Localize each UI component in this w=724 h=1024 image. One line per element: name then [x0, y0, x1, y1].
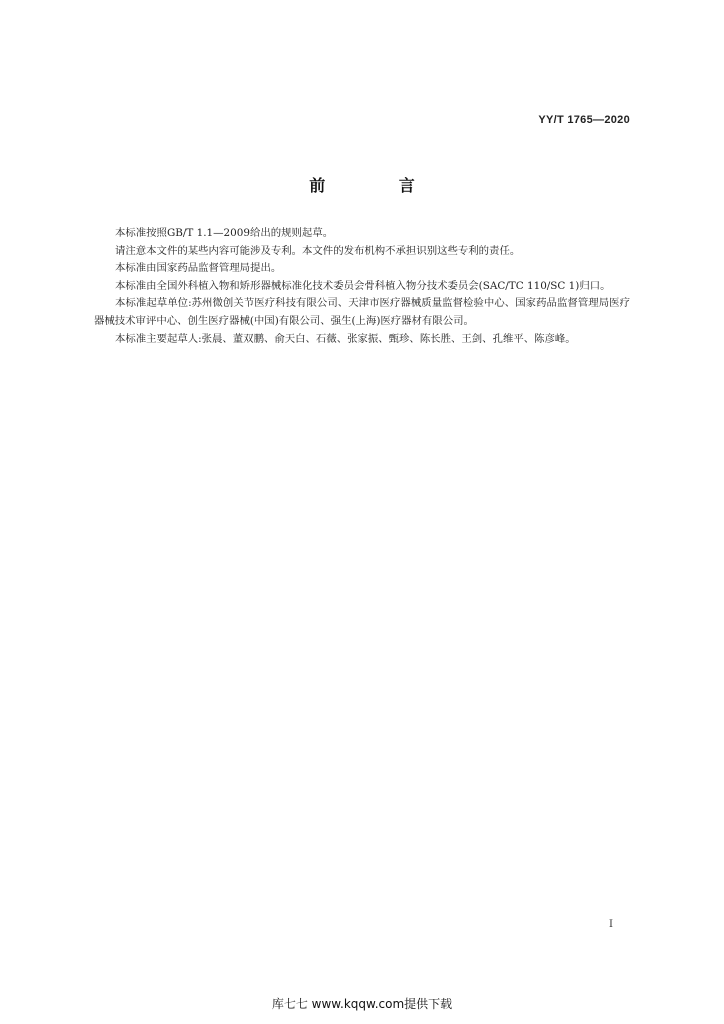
paragraph-drafting-rules: 本标准按照GB/T 1.1—2009给出的规则起草。 [115, 227, 334, 239]
paragraph-proposer: 本标准由国家药品监督管理局提出。 [115, 262, 282, 275]
paragraph-patent-notice: 请注意本文件的某些内容可能涉及专利。本文件的发布机构不承担识别这些专利的责任。 [115, 244, 521, 257]
paragraph-drafting-units: 本标准起草单位:苏州微创关节医疗科技有限公司、天津市医疗器械质量监督检验中心、国家药品监督管理局医疗器械技术审评中心、创生医疗器械(中国)有限公司、强生(上海)医疗器材有限公司。 [94, 297, 630, 327]
paragraph-committee: 本标准由全国外科植入物和矫形器械标准化技术委员会骨科植入物分技术委员会(SAC/TC 110/SC 1)归口。 [115, 279, 611, 292]
footer-watermark: 库七七 www.kqqw.com提供下载 [271, 997, 453, 1011]
page-number: I [609, 919, 613, 930]
foreword-body [94, 225, 630, 348]
page-title: 前 言 [309, 176, 449, 195]
paragraph-drafters: 本标准主要起草人:张晨、董双鹏、俞天白、石薇、张家振、甄珍、陈长胜、王剑、孔维平、陈彦峰。 [115, 332, 576, 345]
standard-code: YY/T 1765—2020 [538, 114, 630, 126]
